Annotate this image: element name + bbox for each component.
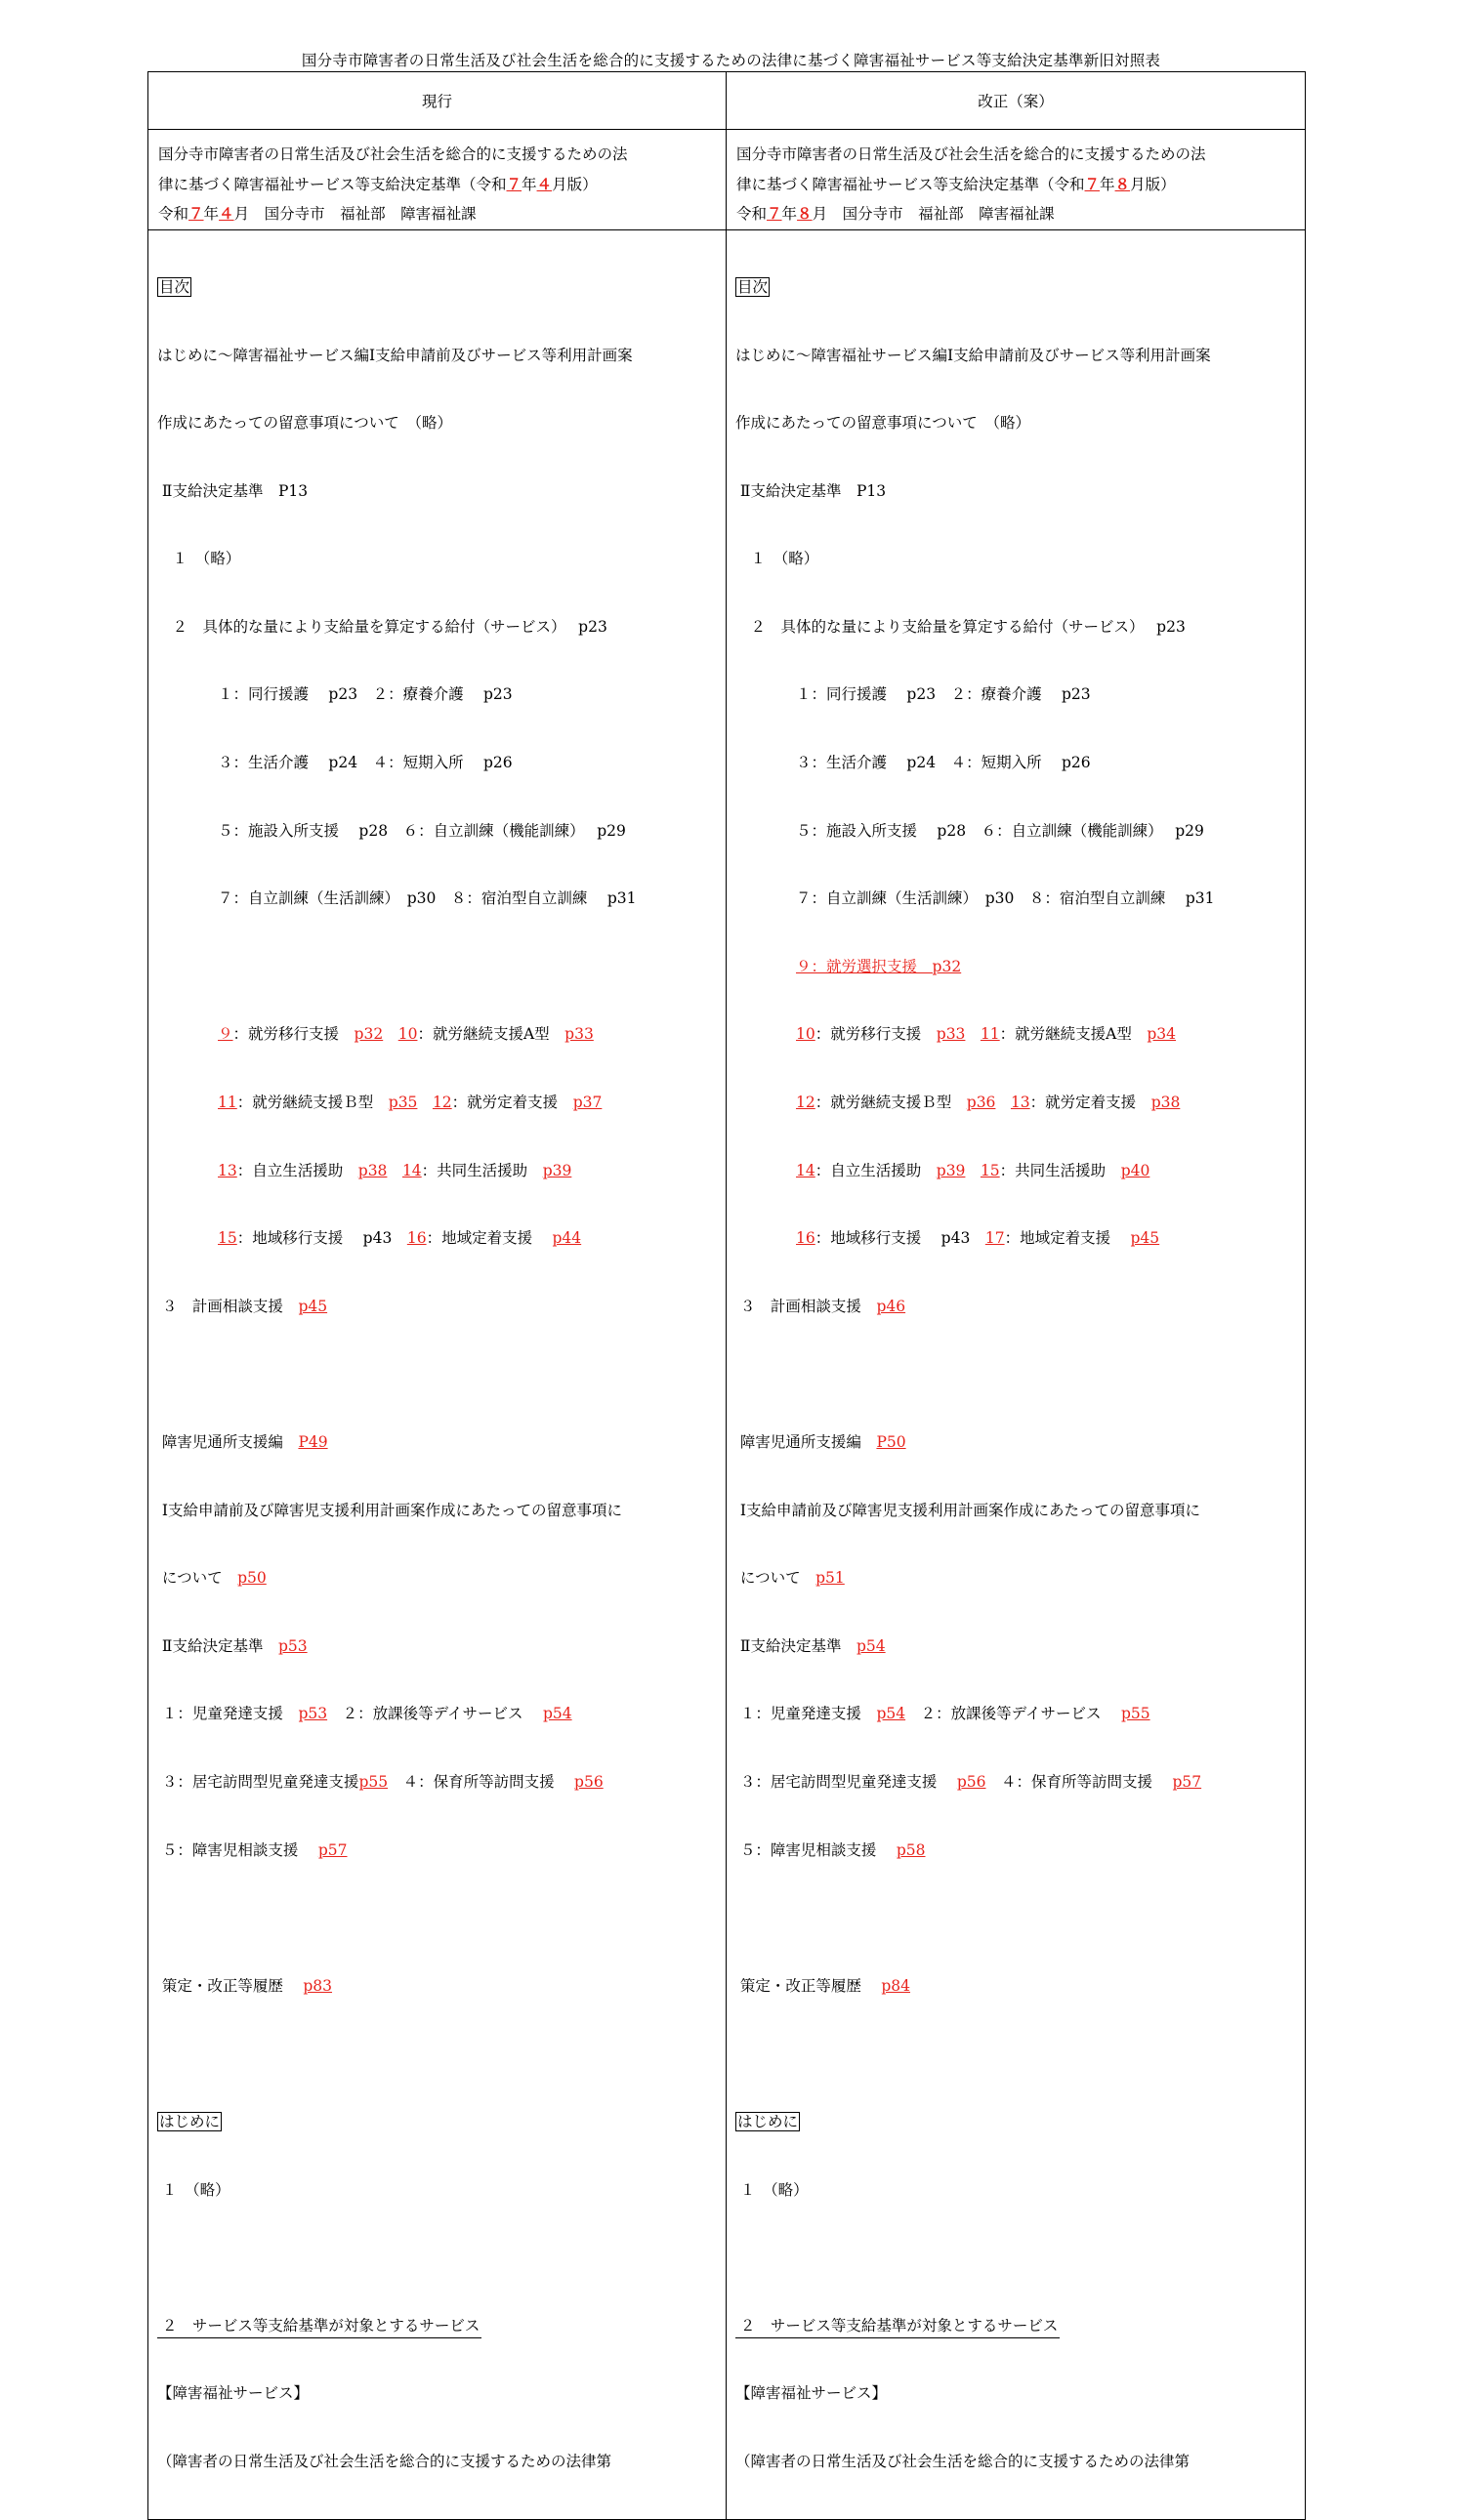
toc-line: ２ 具体的な量により支給量を算定する給付（サービス） p23 xyxy=(157,617,607,636)
toc-heading: 目次 xyxy=(737,277,769,296)
toc-line: ５：施設入所支援 p28 ６：自立訓練（機能訓練） p29 xyxy=(157,821,626,840)
header-row xyxy=(148,72,1306,130)
header-revised: 改正（案） xyxy=(727,72,1306,130)
toc-line: Ⅱ支給決定基準 p53 xyxy=(157,1636,308,1655)
toc-line: 10：就労移行支援 p33 11：就労継続支援A型 p34 xyxy=(796,1025,1177,1044)
toc-line: Ⅱ支給決定基準 P13 xyxy=(735,481,887,500)
toc-line: Ⅱ支給決定基準 p54 xyxy=(735,1636,886,1655)
toc-line: ５：障害児相談支援 p57 xyxy=(157,1840,348,1859)
meta-row xyxy=(148,130,1306,230)
toc-line: １ （略） xyxy=(157,550,241,568)
body-line: （障害者の日常生活及び社会生活を総合的に支援するための法律第 xyxy=(735,2452,1190,2470)
toc-line: について p50 xyxy=(157,1569,267,1588)
toc-line: ７：自立訓練（生活訓練） p30 ８：宿泊型自立訓練 p31 xyxy=(157,889,637,908)
toc-line: はじめに～障害福祉サービス編Ⅰ支給申請前及びサービス等利用計画案 xyxy=(157,346,633,364)
body-line: １ （略） xyxy=(157,2180,230,2199)
page-title: 国分寺市障害者の日常生活及び社会生活を総合的に支援するための法律に基づく障害福祉サービス等支給決定基準新旧対照表 xyxy=(301,52,1161,69)
toc-line: Ⅰ支給申請前及び障害児支援利用計画案作成にあたっての留意事項に xyxy=(157,1501,623,1519)
toc-line: ３ 計画相談支援 p46 xyxy=(735,1297,906,1315)
toc-heading: 目次 xyxy=(159,277,190,296)
section-heading: はじめに xyxy=(737,2112,799,2130)
toc-line: ２ 具体的な量により支給量を算定する給付（サービス） p23 xyxy=(735,617,1186,636)
toc-line: １：同行援護 p23 ２：療養介護 p23 xyxy=(735,685,1091,704)
toc-line: ５：施設入所支援 p28 ６：自立訓練（機能訓練） p29 xyxy=(735,821,1204,840)
toc-line: 12：就労継続支援Ｂ型 p36 13：就労定着支援 p38 xyxy=(796,1094,1181,1112)
meta-line: 令和７年８月 国分寺市 福祉部 障害福祉課 xyxy=(736,204,1055,223)
comparison-table xyxy=(147,71,1306,2520)
toc-line: ９：就労移行支援 p32 10：就労継続支援A型 p33 xyxy=(218,1025,594,1044)
toc-line: 15：地域移行支援 p43 16：地域定着支援 p44 xyxy=(218,1229,582,1248)
body-line: 【障害福祉サービス】 xyxy=(157,2384,310,2403)
toc-line: 11：就労継続支援Ｂ型 p35 12：就労定着支援 p37 xyxy=(218,1094,603,1112)
toc-line: Ⅱ支給決定基準 P13 xyxy=(157,481,309,500)
header-current: 現行 xyxy=(148,72,727,130)
toc-line: Ⅰ支給申請前及び障害児支援利用計画案作成にあたっての留意事項に xyxy=(735,1501,1201,1519)
body-line: １ （略） xyxy=(735,2180,809,2199)
toc-line: 13：自立生活援助 p38 14：共同生活援助 p39 xyxy=(218,1161,572,1179)
body-row xyxy=(148,229,1306,2519)
toc-line: ３：居宅訪問型児童発達支援 p56 ４：保育所等訪問支援 p57 xyxy=(735,1772,1202,1791)
body-line: （障害者の日常生活及び社会生活を総合的に支援するための法律第 xyxy=(157,2452,612,2470)
toc-line: ３ 計画相談支援 p45 xyxy=(157,1297,328,1315)
subsection-heading: ２ サービス等支給基準が対象とするサービス xyxy=(157,2315,481,2338)
toc-line: １：同行援護 p23 ２：療養介護 p23 xyxy=(157,685,513,704)
toc-line: 16：地域移行支援 p43 17：地域定着支援 p45 xyxy=(796,1229,1160,1248)
toc-line: 作成にあたっての留意事項について （略） xyxy=(735,414,1030,433)
toc-line: ３：居宅訪問型児童発達支援p55 ４：保育所等訪問支援 p56 xyxy=(157,1772,604,1791)
toc-line: 作成にあたっての留意事項について （略） xyxy=(157,414,452,433)
toc-line: ３：生活介護 p24 ４：短期入所 p26 xyxy=(157,754,513,772)
subsection-heading: ２ サービス等支給基準が対象とするサービス xyxy=(735,2315,1060,2338)
toc-line: ９：就労選択支援 p32 xyxy=(796,957,962,975)
toc-line: はじめに～障害福祉サービス編Ⅰ支給申請前及びサービス等利用計画案 xyxy=(735,346,1211,364)
meta-line: 国分寺市障害者の日常生活及び社会生活を総合的に支援するための法 xyxy=(158,145,628,163)
meta-revised xyxy=(727,130,1306,230)
toc-line: １：児童発達支援 p54 ２：放課後等デイサービス p55 xyxy=(735,1705,1150,1723)
toc-line: 障害児通所支援編 P50 xyxy=(735,1433,906,1451)
meta-line: 令和７年４月 国分寺市 福祉部 障害福祉課 xyxy=(158,204,477,223)
section-heading: はじめに xyxy=(159,2112,221,2130)
toc-line: ５：障害児相談支援 p58 xyxy=(735,1840,926,1859)
meta-current xyxy=(148,130,727,230)
toc-line: １：児童発達支援 p53 ２：放課後等デイサービス p54 xyxy=(157,1705,572,1723)
meta-line: 律に基づく障害福祉サービス等支給決定基準（令和７年８月版） xyxy=(736,174,1176,193)
toc-line: 14：自立生活援助 p39 15：共同生活援助 p40 xyxy=(796,1161,1150,1179)
toc-line xyxy=(157,956,726,978)
toc-line: ３：生活介護 p24 ４：短期入所 p26 xyxy=(735,754,1091,772)
toc-current xyxy=(148,229,727,2519)
toc-line: ７：自立訓練（生活訓練） p30 ８：宿泊型自立訓練 p31 xyxy=(735,889,1215,908)
toc-line: 障害児通所支援編 P49 xyxy=(157,1433,328,1451)
meta-line: 国分寺市障害者の日常生活及び社会生活を総合的に支援するための法 xyxy=(736,145,1206,163)
toc-line: １ （略） xyxy=(735,550,819,568)
meta-line: 律に基づく障害福祉サービス等支給決定基準（令和７年４月版） xyxy=(158,174,598,193)
body-line: 【障害福祉サービス】 xyxy=(735,2384,888,2403)
toc-line: 策定・改正等履歴 p84 xyxy=(735,1976,911,1995)
toc-revised xyxy=(727,229,1306,2519)
toc-line: 策定・改正等履歴 p83 xyxy=(157,1976,333,1995)
toc-line: について p51 xyxy=(735,1569,845,1588)
